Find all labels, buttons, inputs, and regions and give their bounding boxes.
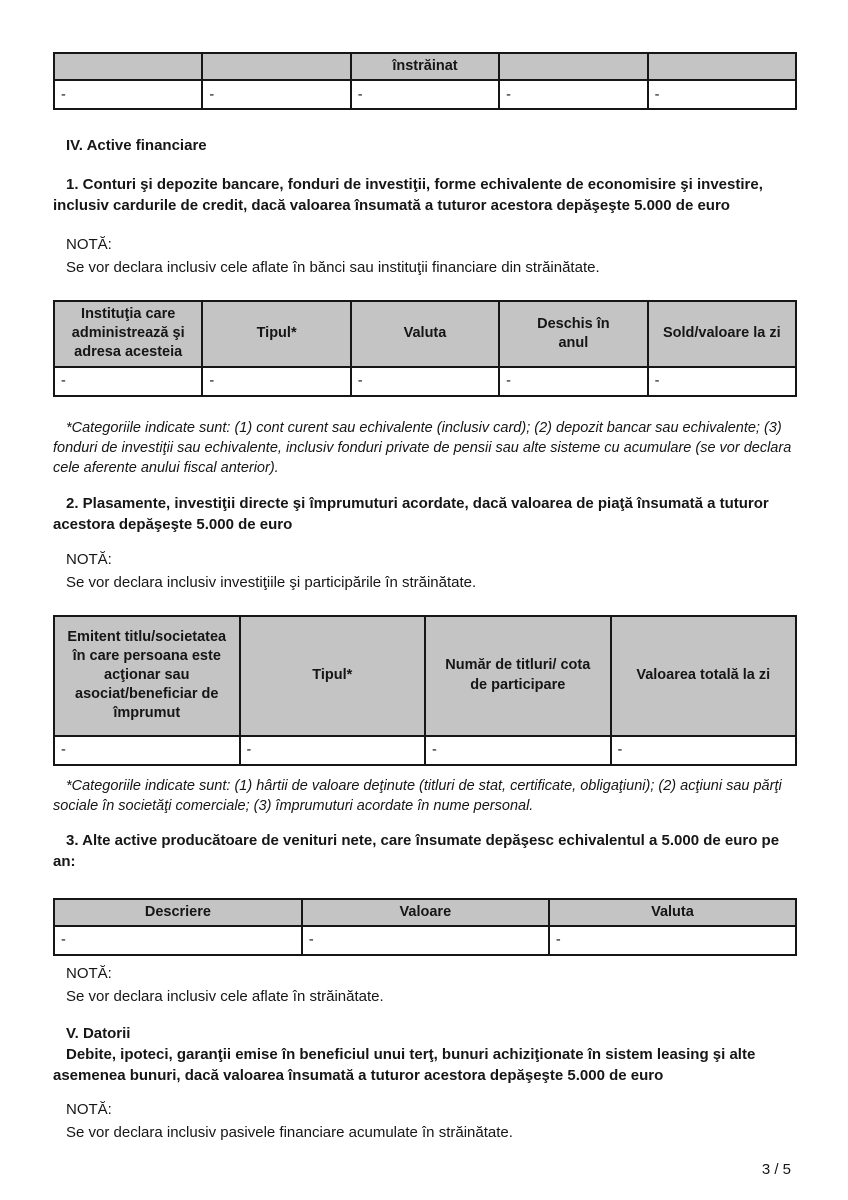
- table-row: [54, 926, 796, 955]
- investments-header-titles: Număr de titluri/ cota de participare: [425, 616, 611, 736]
- section-iv-title: IV. Active financiare: [66, 137, 207, 155]
- investments-header-issuer: Emitent titlu/societatea în care persoana este acţionar sau asociat/beneficiar de împrumut: [54, 616, 240, 736]
- section-v: [53, 1023, 797, 1086]
- accounts-header-type: Tipul*: [202, 301, 350, 366]
- note-block-4: [66, 1098, 797, 1144]
- carryover-header-cell: [54, 53, 202, 80]
- other-assets-header-value: Valoare: [302, 899, 549, 926]
- nota-label: NOTĂ:: [66, 1100, 112, 1118]
- table-cell: -: [54, 926, 302, 955]
- footnote-categories-1: *Categoriile indicate sunt: (1) cont curent sau echivalente (inclusiv card); (2) depozit bancar sau echivalente; (3) fonduri de investiţii sau echivalente, inclusiv fonduri private de pensii sau alte sisteme cu acumulare (se vor declara cele aferente anului fiscal anterior).: [53, 419, 792, 476]
- table-row: [54, 367, 796, 396]
- accounts-header-balance: Sold/valoare la zi: [648, 301, 796, 366]
- investments-header-row: [54, 616, 796, 736]
- table-cell: -: [425, 736, 611, 765]
- table-cell: -: [54, 736, 240, 765]
- other-assets-table: [53, 898, 797, 956]
- table-cell: -: [648, 80, 796, 109]
- investments-header-total-value: Valoarea totală la zi: [611, 616, 797, 736]
- carryover-header-row: [54, 53, 796, 80]
- note-text: Se vor declara inclusiv cele aflate în străinătate.: [66, 987, 384, 1005]
- nota-label: NOTĂ:: [66, 964, 112, 982]
- table-cell: -: [351, 367, 499, 396]
- table-cell: -: [549, 926, 796, 955]
- table-row: [54, 736, 796, 765]
- nota-label: NOTĂ:: [66, 236, 112, 254]
- table-cell: -: [611, 736, 797, 765]
- table-cell: -: [499, 367, 647, 396]
- table-cell: -: [240, 736, 426, 765]
- note-block-2: [66, 548, 797, 594]
- carryover-header-cell: [648, 53, 796, 80]
- table-row: [54, 80, 796, 109]
- table-cell: -: [351, 80, 499, 109]
- other-assets-header-row: [54, 899, 796, 926]
- note-text: Se vor declara inclusiv cele aflate în bănci sau instituţii financiare din străinătate.: [66, 259, 600, 277]
- section-v-title: V. Datorii: [66, 1024, 131, 1042]
- note-text: Se vor declara inclusiv investiţiile şi participările în străinătate.: [66, 573, 477, 591]
- carryover-table: [53, 52, 797, 110]
- table-cell: -: [302, 926, 549, 955]
- item-3-heading: 3. Alte active producătoare de venituri nete, care însumate depăşesc echivalentul a 5.000 de euro pe an:: [53, 831, 780, 870]
- item-1-heading: 1. Conturi şi depozite bancare, fonduri de investiţii, forme echivalente de economisire şi investire, inclusiv cardurile de credit, dacă valoarea însumată a tuturor acestora depăşeşte 5.000 de euro: [53, 176, 763, 215]
- investments-header-type: Tipul*: [240, 616, 426, 736]
- section-v-description: Debite, ipoteci, garanţii emise în beneficiul unui terţ, bunuri achiziţionate în sistem leasing şi alte asemenea bunuri, dacă valoarea însumată a tuturor acestora depăşeşte 5.000 de euro: [53, 1045, 756, 1084]
- carryover-header-cell-instrainat: înstrăinat: [351, 53, 499, 80]
- accounts-header-opened-year: Deschis în anul: [499, 301, 647, 366]
- footnote-categories-2: *Categoriile indicate sunt: (1) hârtii de valoare deţinute (titluri de stat, certificate, obligaţiuni); (2) acţiuni sau părţi sociale în societăţi comerciale; (3) împrumuturi acordate în nume personal.: [53, 777, 782, 814]
- other-assets-header-description: Descriere: [54, 899, 302, 926]
- table-cell: -: [202, 80, 350, 109]
- table-cell: -: [54, 80, 202, 109]
- other-assets-header-currency: Valuta: [549, 899, 796, 926]
- table-cell: -: [499, 80, 647, 109]
- carryover-header-cell: [202, 53, 350, 80]
- note-text: Se vor declara inclusiv pasivele financiare acumulate în străinătate.: [66, 1123, 513, 1141]
- note-block-3: [66, 962, 797, 1008]
- accounts-header-row: [54, 301, 796, 366]
- carryover-header-cell: [499, 53, 647, 80]
- investments-table: [53, 615, 797, 766]
- item-2-heading: 2. Plasamente, investiţii directe şi împrumuturi acordate, dacă valoarea de piaţă însumată a tuturor acestora depăşeşte 5.000 de euro: [53, 494, 769, 533]
- accounts-table: [53, 300, 797, 396]
- accounts-header-institution: Instituţia care administrează şi adresa acesteia: [54, 301, 202, 366]
- accounts-header-currency: Valuta: [351, 301, 499, 366]
- table-cell: -: [202, 367, 350, 396]
- table-cell: -: [54, 367, 202, 396]
- nota-label: NOTĂ:: [66, 550, 112, 568]
- note-block-1: [66, 233, 797, 279]
- table-cell: -: [648, 367, 796, 396]
- page-number: 3 / 5: [761, 1160, 791, 1178]
